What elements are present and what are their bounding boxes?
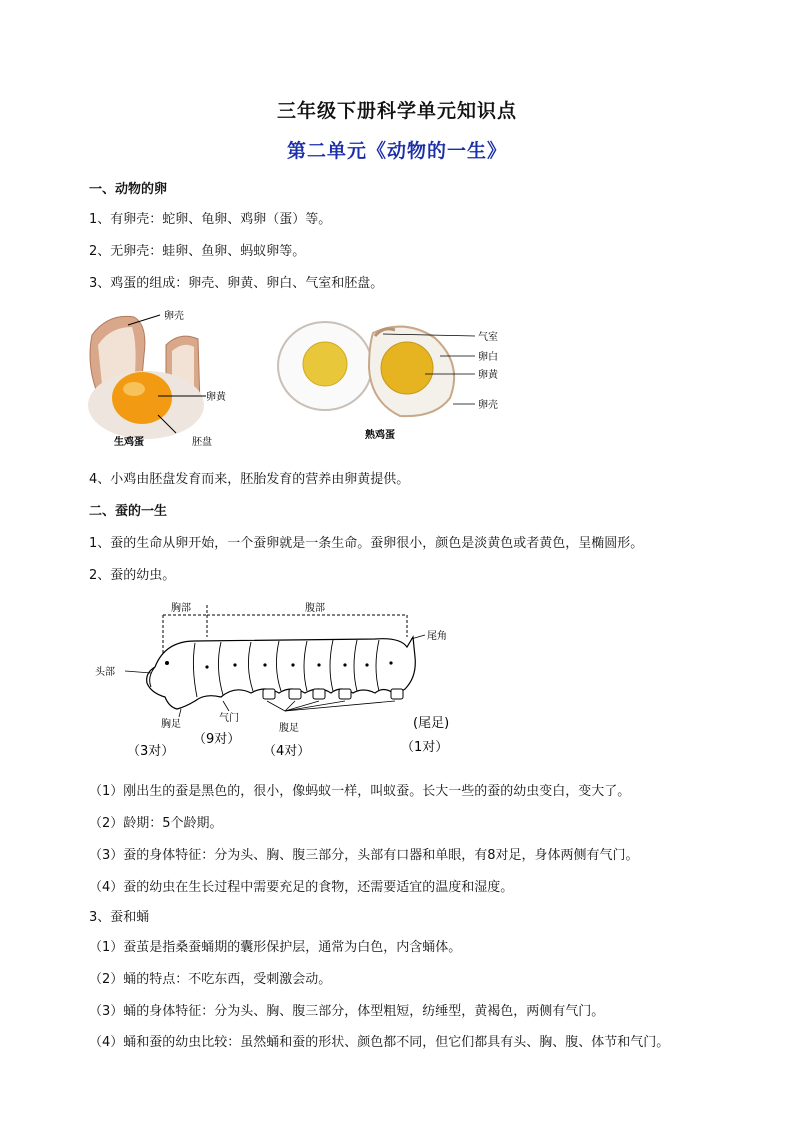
- text-line: 2、蚕的幼虫。: [89, 568, 176, 583]
- text-line: （4）蚕的幼虫在生长过程中需要充足的食物，还需要适宜的温度和湿度。: [89, 880, 514, 895]
- label-air-cell: 气室: [478, 332, 498, 343]
- text-line: （1）蚕茧是指桑蚕蛹期的囊形保护层，通常为白色，内含蛹体。: [89, 940, 462, 955]
- label-yolk: 卵黄: [206, 392, 226, 403]
- text-line: （1）刚出生的蚕是黑色的，很小，像蚂蚁一样，叫蚁蚕。长大一些的蚕的幼虫变白，变大了。: [89, 784, 631, 799]
- raw-egg-figure: [88, 305, 248, 455]
- text-line: （4）蛹和蚕的幼虫比较：虽然蛹和蚕的形状、颜色都不同，但它们都具有头、胸、腹、体节和气门。: [89, 1035, 670, 1050]
- text-line: 1、有卵壳：蛇卵、龟卵、鸡卵（蛋）等。: [89, 212, 332, 227]
- label-egg-white: 卵白: [478, 352, 498, 363]
- page-title: 三年级下册科学单元知识点: [276, 100, 517, 122]
- cooked-egg-figure: [275, 318, 515, 448]
- label-tail-horn: 尾角: [427, 631, 447, 642]
- label-shell: 卵壳: [478, 400, 498, 411]
- unit-title: 第二单元《动物的一生》: [286, 140, 507, 162]
- caption-raw-egg: 生鸡蛋: [114, 437, 144, 448]
- text-line: （3）蚕的身体特征：分为头、胸、腹三部分，头部有口器和单眼，有8对足，身体两侧有气门。: [89, 848, 639, 863]
- text-line: 4、小鸡由胚盘发育而来，胚胎发育的营养由卵黄提供。: [89, 472, 410, 487]
- label-chest-feet: 胸足: [161, 719, 181, 730]
- label-chest: 胸部: [171, 603, 191, 614]
- count-tail-feet: （1对）: [401, 740, 449, 755]
- caption-cooked-egg: 熟鸡蛋: [365, 430, 395, 441]
- label-disc: 胚盘: [192, 437, 212, 448]
- label-head: 头部: [95, 667, 115, 678]
- label-spiracle: 气门: [219, 713, 239, 724]
- text-line: （2）龄期：5个龄期。: [89, 816, 223, 831]
- label-tail-feet: (尾足): [413, 716, 450, 731]
- text-line: 1、蚕的生命从卵开始，一个蚕卵就是一条生命。蚕卵很小，颜色是淡黄色或者黄色，呈椭圆形。: [89, 536, 644, 551]
- text-line: （3）蛹的身体特征：分为头、胸、腹三部分，体型粗短，纺缍型，黄褐色，两侧有气门。: [89, 1004, 605, 1019]
- count-belly-feet: （4对）: [263, 744, 311, 759]
- silkworm-larva-diagram: [95, 597, 475, 767]
- subsection-heading-pupa: 3、蚕和蛹: [89, 910, 150, 925]
- label-belly-feet: 腹足: [279, 723, 299, 734]
- section-heading-silkworm: 二、蚕的一生: [89, 504, 168, 519]
- section-heading-eggs: 一、动物的卵: [89, 182, 168, 197]
- text-line: 2、无卵壳：蛙卵、鱼卵、蚂蚁卵等。: [89, 244, 306, 259]
- label-shell: 卵壳: [164, 311, 184, 322]
- text-line: 3、鸡蛋的组成：卵壳、卵黄、卵白、气室和胚盘。: [89, 276, 384, 291]
- label-belly: 腹部: [305, 603, 325, 614]
- count-spiracle: （9对）: [193, 732, 241, 747]
- text-line: （2）蛹的特点：不吃东西，受刺激会动。: [89, 972, 332, 987]
- count-chest-feet: （3对）: [127, 744, 175, 759]
- label-yolk: 卵黄: [478, 370, 498, 381]
